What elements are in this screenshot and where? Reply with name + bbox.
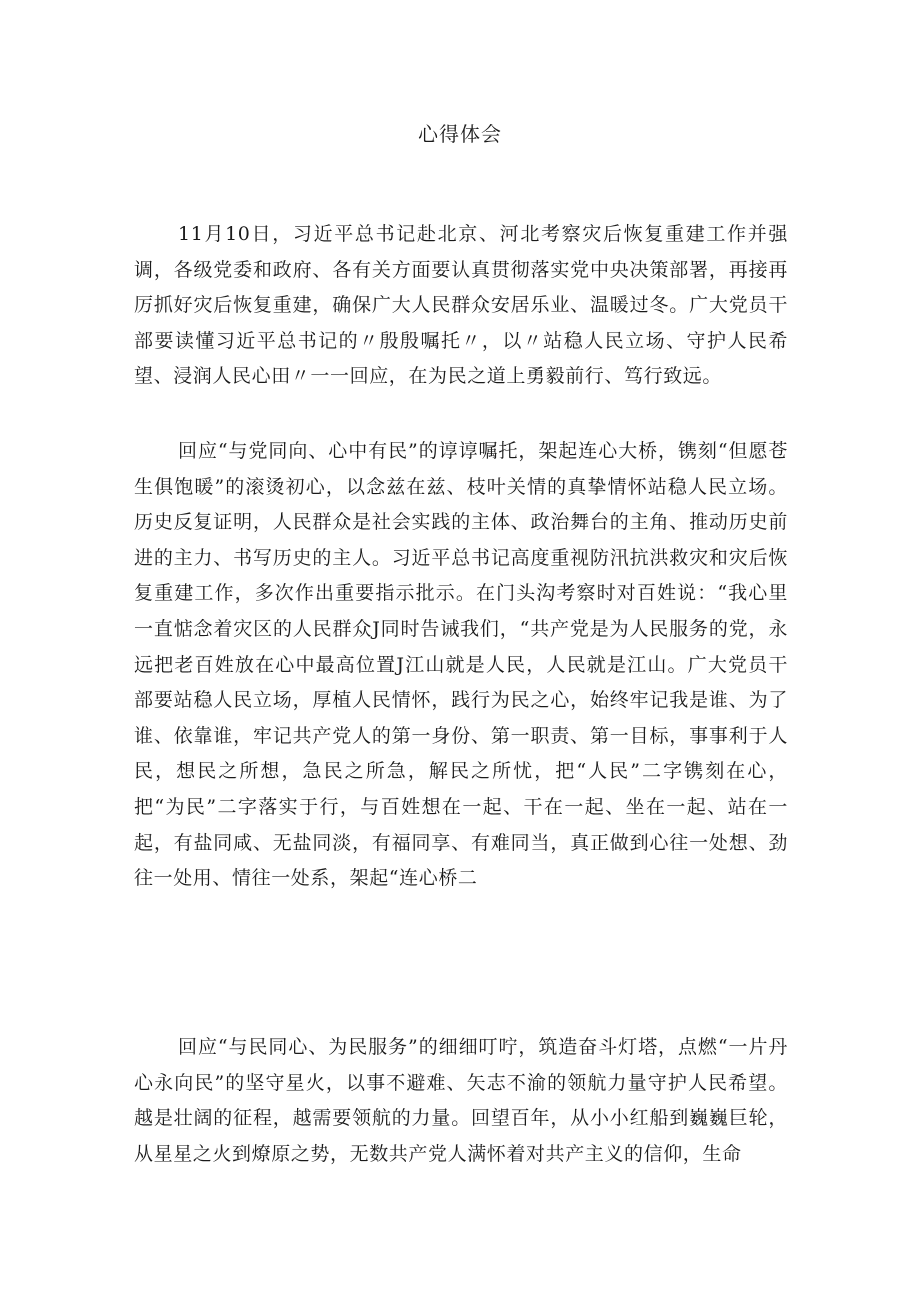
paragraph-3: 回应“与民同心、为民服务”的细细叮咛，筑造奋斗灯塔，点燃“一片丹心永向民”的坚守星火，以事不避难、矢志不渝的领航力量守护人民希望。越是壮阔的征程，越需要领航的力量。回望百年，从小小红船到巍巍巨轮，从星星之火到燎原之势，无数共产党人满怀着对共产主义的信仰，生命: [134, 1036, 788, 1165]
paragraph-1: 11月10日，习近平总书记赴北京、河北考察灾后恢复重建工作并强调，各级党委和政府、各有关方面要认真贯彻落实党中央决策部署，再接再厉抓好灾后恢复重建，确保广大人民群众安居乐业、温暖过冬。广大党员干部要读懂习近平总书记的〃殷殷嘱托〃，以〃站稳人民立场、守护人民希望、浸润人民心田〃一一回应，在为民之道上勇毅前行、笃行致远。: [134, 223, 788, 388]
paragraph-2: 回应“与党同向、心中有民”的谆谆嘱托，架起连心大桥，镌刻“但愿苍生俱饱暖”的滚烫初心，以念兹在兹、枝叶关情的真挚情怀站稳人民立场。历史反复证明，人民群众是社会实践的主体、政治舞台的主角、推动历史前进的主力、书写历史的主人。习近平总书记高度重视防汛抗洪救灾和灾后恢复重建工作，多次作出重要指示批示。在门头沟考察时对百姓说：“我心里一直惦念着灾区的人民群众J同时告诫我们，“共产党是为人民服务的党，永远把老百姓放在心中最高位置J江山就是人民，人民就是江山。广大党员干部要站稳人民立场，厚植人民情怀，践行为民之心，始终牢记我是谁、为了谁、依靠谁，牢记共产党人的第一身份、第一职责、第一目标，事事利于人民，想民之所想，急民之所急，解民之所忧，把“人民”二字镌刻在心，把“为民”二字落实于行，与百姓想在一起、干在一起、坐在一起、站在一起，有盐同咸、无盐同淡，有福同享、有难同当，真正做到心往一处想、劲往一处用、情往一处系，架起“连心桥二: [134, 440, 788, 890]
page-title: 心得体会: [418, 122, 502, 146]
